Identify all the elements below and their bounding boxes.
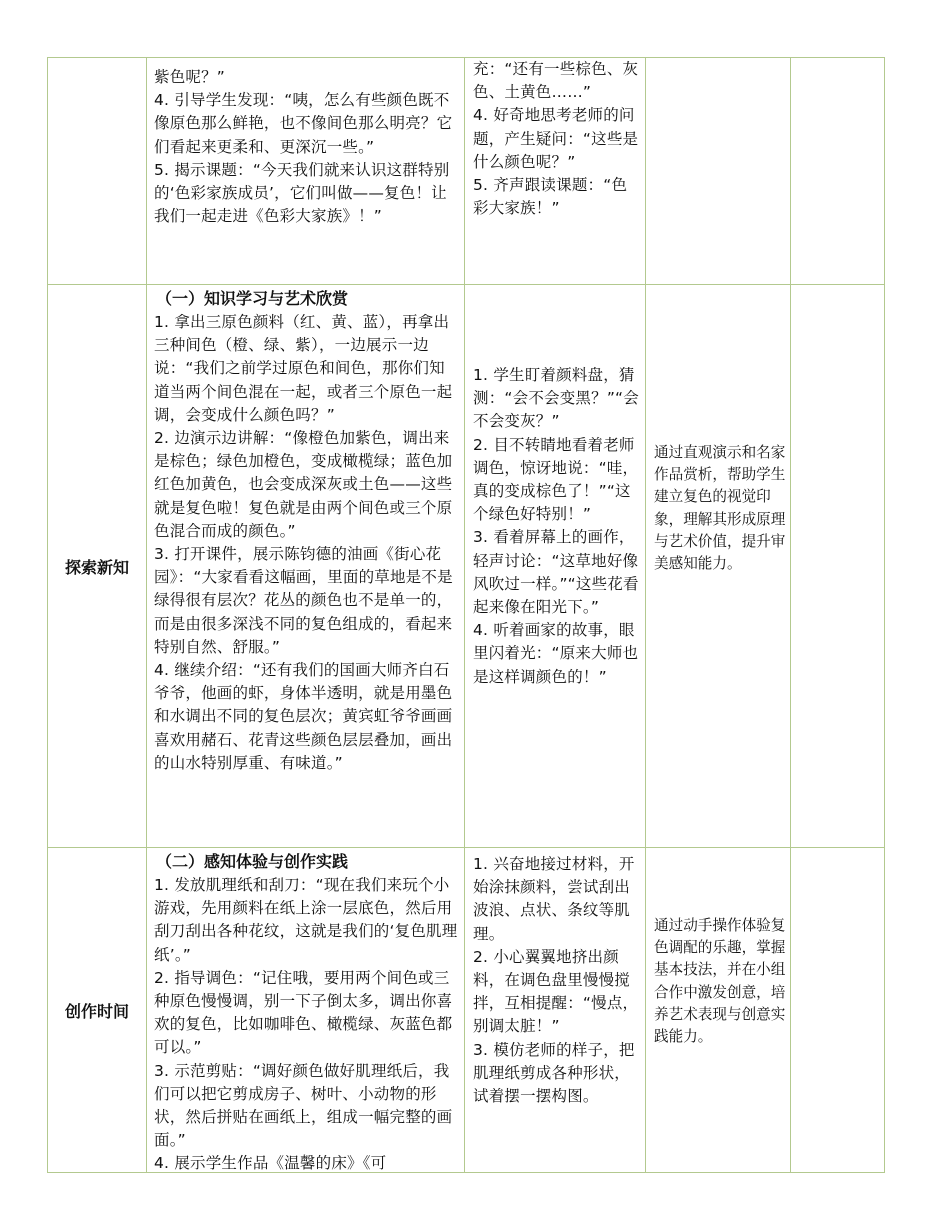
column-divider	[464, 58, 465, 1172]
section-subheading: （一）知识学习与艺术欣赏	[156, 289, 349, 308]
note-cell	[792, 286, 884, 847]
column-divider	[790, 58, 791, 1172]
teacher-activity-cell	[148, 287, 462, 845]
teacher-activity-cell: 紫色呢？” 4. 引导学生发现：“咦，怎么有些颜色既不像原色那么鲜艳，也不像间色那么明亮？它们看起来更柔和、更深沉一些。” 5. 揭示课题：“今天我们就来认识这群特别的‘色彩家族成员’，它们叫做——复色！让我们一起走进《色彩大家族》！”	[154, 68, 453, 226]
design-intent-cell	[652, 66, 784, 282]
design-intent-cell: 通过动手操作体验复色调配的乐趣，掌握基本技法，并在小组合作中激发创意，培养艺术表现与创意实践能力。	[654, 917, 786, 1046]
student-activity-cell: 1. 兴奋地接过材料，开始涂抹颜料，尝试刮出波浪、点状、条纹等肌理。 2. 小心翼翼地挤出颜料，在调色盘里慢慢搅拌，互相提醒：“慢点，别调太脏！” 3. 模仿老师的样子，把肌理纸剪成各种形状，试着摆一摆构图。	[473, 855, 639, 1106]
note-cell	[792, 849, 884, 1172]
stage-label: 探索新知	[64, 558, 129, 577]
teacher-activity-cell	[148, 850, 462, 1172]
column-divider	[645, 58, 646, 1172]
teacher-activity-text: 1. 拿出三原色颜料（红、黄、蓝），再拿出三种间色（橙、绿、紫），一边展示一边说：“我们之前学过原色和间色，那你们知道当两个间色混在一起，或者三个原色一起调，会变成什么颜色吗？” 2. 边演示边讲解：“像橙色加紫色，调出来是棕色；绿色加橙色，变成橄榄绿；蓝色加红色加黄色，也会变成深灰或土色——这些就是复色啦！复色就是由两个间色或三个原色混合而成的颜色。” 3. 打开课件，展示陈钧德的油画《街心花园》：“大家看看这幅画，里面的草地是不是绿得很有层次？花丛的颜色也不是单一的，而是由很多深浅不同的复色组成的，看起来特别自然、舒服。” 4. 继续介绍：“还有我们的国画大师齐白石爷爷，他画的虾，身体半透明，就是用墨色和水调出不同的复色层次；黄宾虹爷爷画画喜欢用赭石、花青这些颜色层层叠加，画出的山水特别厚重、有味道。”	[154, 313, 453, 772]
stage-label	[48, 58, 146, 284]
row-divider	[48, 847, 884, 848]
section-subheading: （二）感知体验与创作实践	[156, 852, 349, 871]
column-divider	[146, 58, 147, 1172]
design-intent-cell: 通过直观演示和名家作品赏析，帮助学生建立复色的视觉印象，理解其形成原理与艺术价值，提升审美感知能力。	[654, 444, 786, 573]
stage-cell	[48, 286, 146, 847]
student-activity-cell: 充：“还有一些棕色、灰色、土黄色……” 4. 好奇地思考老师的问题，产生疑问：“这些是什么颜色呢？” 5. 齐声跟读课题：“色彩大家族！”	[473, 60, 639, 218]
stage-cell	[48, 58, 146, 284]
note-cell	[792, 58, 884, 284]
lesson-plan-table	[47, 57, 885, 1173]
teacher-activity-text: 1. 发放肌理纸和刮刀：“现在我们来玩个小游戏，先用颜料在纸上涂一层底色，然后用刮刀刮出各种花纹，这就是我们的‘复色肌理纸’。” 2. 指导调色：“记住哦，要用两个间色或三种原色慢慢调，别一下子倒太多，调出你喜欢的复色，比如咖啡色、橄榄绿、灰蓝色都可以。” 3. 示范剪贴：“调好颜色做好肌理纸后，我们可以把它剪成房子、树叶、小动物的形状，然后拼贴在画纸上，组成一幅完整的画面。” 4. 展示学生作品《温馨的床》《可	[154, 876, 458, 1172]
stage-cell	[48, 849, 146, 1172]
student-activity-cell: 1. 学生盯着颜料盘，猜测：“会不会变黑？”“会不会变灰？” 2. 目不转睛地看着老师调色，惊讶地说：“哇，真的变成棕色了！”“这个绿色好特别！” 3. 看着屏幕上的画作，轻声讨论：“这草地好像风吹过一样。”“这些花看起来像在阳光下。” 4. 听着画家的故事，眼里闪着光：“原来大师也是这样调颜色的！”	[473, 366, 639, 686]
stage-label: 创作时间	[64, 1002, 129, 1021]
row-divider	[48, 284, 884, 285]
